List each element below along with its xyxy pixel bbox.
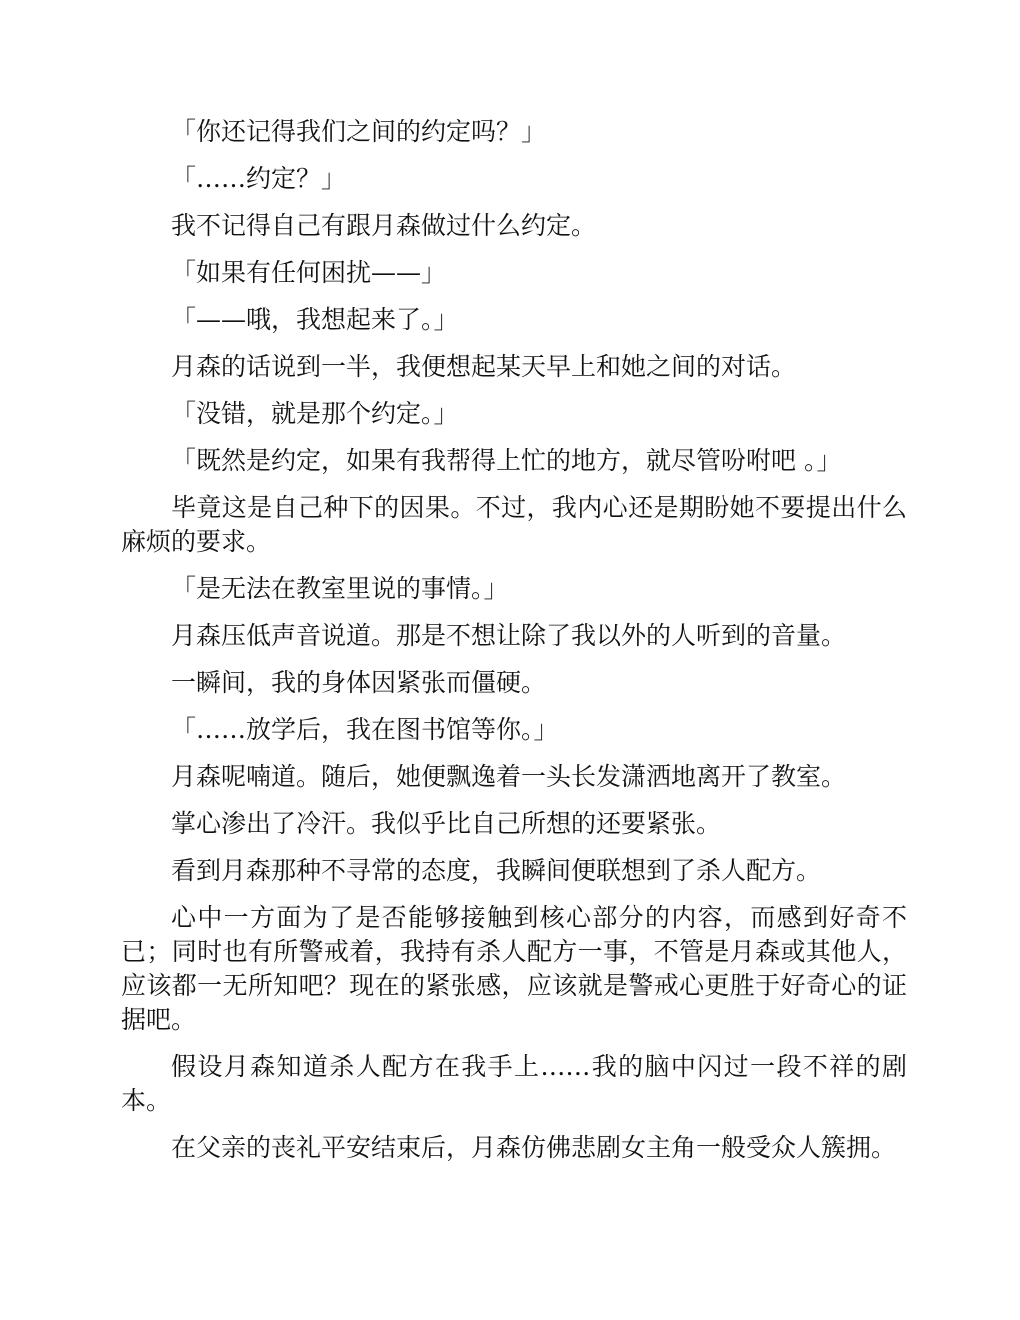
paragraph-8: 「既然是约定，如果有我帮得上忙的地方，就尽管吩咐吧 。」 — [171, 446, 842, 475]
paragraph-11: 月森压低声音说道。那是不想让除了我以外的人听到的音量。 — [171, 621, 847, 650]
paragraph-15: 掌心渗出了冷汗。我似乎比自己所想的还要紧张。 — [171, 809, 722, 838]
paragraph-3: 我不记得自己有跟月森做过什么约定。 — [171, 211, 597, 240]
paragraph-17: 心中一方面为了是否能够接触到核心部分的内容，而感到好奇不已；同时也有所警戒着，我持有杀人配方一事，不管是月森或其他人，应该都一无所知吧？现在的紧张感，应该就是警戒心更胜于好奇心的证据吧。 — [121, 903, 907, 1034]
paragraph-5: 「——哦，我想起来了。」 — [171, 305, 459, 334]
paragraph-19: 在父亲的丧礼平安结束后，月森仿佛悲剧女主角一般受众人簇拥。 — [171, 1133, 897, 1162]
paragraph-16: 看到月森那种不寻常的态度，我瞬间便联想到了杀人配方。 — [171, 856, 822, 885]
paragraph-18: 假设月森知道杀人配方在我手上……我的脑中闪过一段不祥的剧本。 — [121, 1052, 907, 1115]
paragraph-2: 「……约定？」 — [171, 164, 347, 193]
paragraph-13: 「……放学后，我在图书馆等你。」 — [171, 715, 559, 744]
paragraph-4: 「如果有任何困扰——」 — [171, 258, 447, 287]
paragraph-6: 月森的话说到一半，我便想起某天早上和她之间的对话。 — [171, 352, 797, 381]
paragraph-7: 「没错，就是那个约定。」 — [171, 399, 459, 428]
paragraph-14: 月森呢喃道。随后，她便飘逸着一头长发潇洒地离开了教室。 — [171, 762, 847, 791]
paragraph-9: 毕竟这是自己种下的因果。不过，我内心还是期盼她不要提出什么麻烦的要求。 — [121, 493, 907, 556]
body-text — [121, 115, 907, 1178]
paragraph-1: 「你还记得我们之间的约定吗？」 — [171, 117, 547, 146]
paragraph-10: 「是无法在教室里说的事情。」 — [171, 574, 509, 603]
paragraph-12: 一瞬间，我的身体因紧张而僵硬。 — [171, 668, 547, 697]
